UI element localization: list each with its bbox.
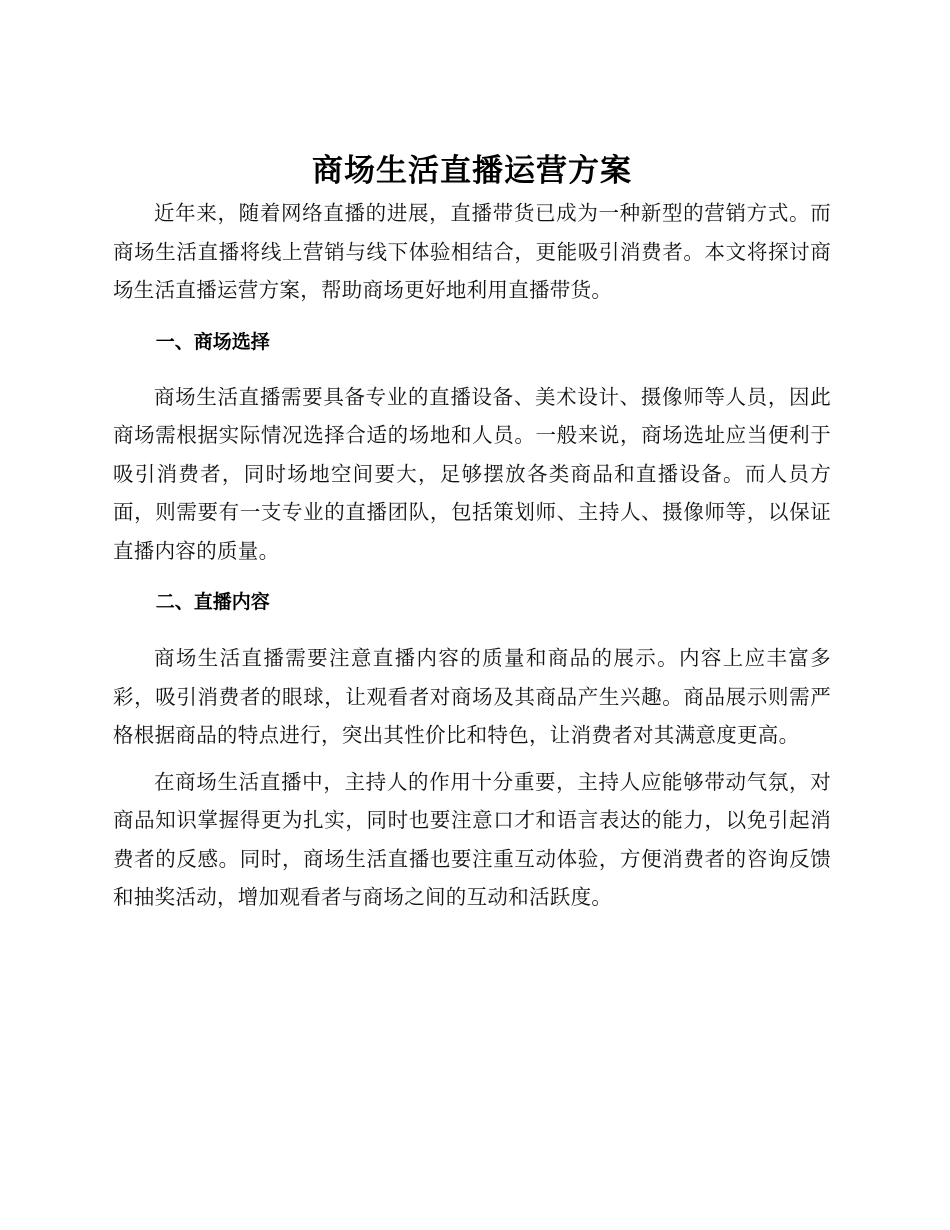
section-heading-live-content: 二、直播内容: [155, 591, 270, 613]
section-venue-selection: [113, 329, 831, 571]
intro-paragraph: 近年来，随着网络直播的进展，直播带货已成为一种新型的营销方式。而商场生活直播将线上营销与线下体验相结合，更能吸引消费者。本文将探讨商场生活直播运营方案，帮助商场更好地利用直播带货。: [113, 201, 831, 302]
venue-selection-paragraph: 商场生活直播需要具备专业的直播设备、美术设计、摄像师等人员，因此商场需根据实际情况选择合适的场地和人员。一般来说，商场选址应当便利于吸引消费者，同时场地空间要大，足够摆放各类商品和直播设备。而人员方面，则需要有一支专业的直播团队，包括策划师、主持人、摄像师等，以保证直播内容的质量。: [113, 384, 831, 563]
section-live-content: [113, 589, 831, 917]
section-heading-venue-selection: 一、商场选择: [155, 330, 270, 353]
host-role-paragraph: 在商场生活直播中，主持人的作用十分重要，主持人应能够带动气氛，对商品知识掌握得更为扎实，同时也要注意口才和语言表达的能力，以免引起消费者的反感。同时，商场生活直播也要注重互动体验，方便消费者的咨询反馈和抽奖活动，增加观看者与商场之间的互动和活跃度。: [113, 769, 831, 909]
live-content-paragraph: 商场生活直播需要注意直播内容的质量和商品的展示。内容上应丰富多彩，吸引消费者的眼球，让观看者对商场及其商品产生兴趣。商品展示则需严格根据商品的特点进行，突出其性价比和特色，让消费者对其满意度更高。: [113, 646, 831, 747]
document-title: 商场生活直播运营方案: [312, 153, 632, 189]
document-page: [113, 148, 831, 917]
